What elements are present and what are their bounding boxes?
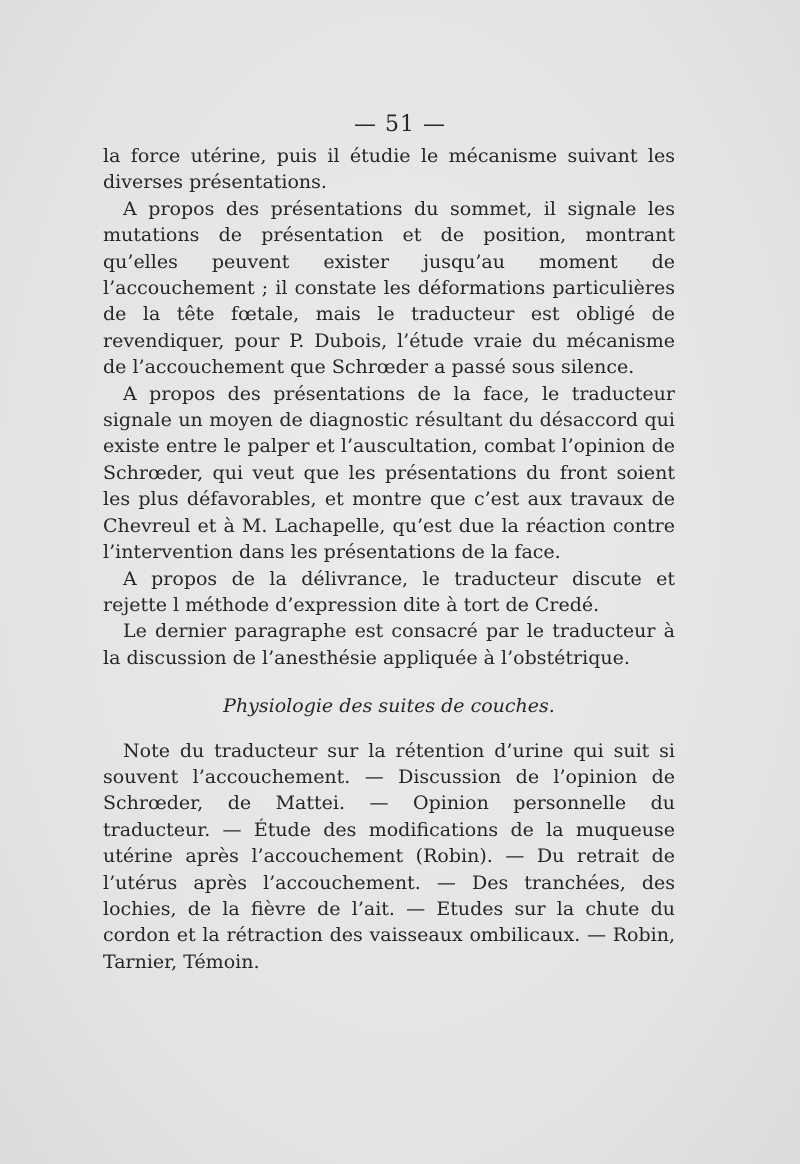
paragraph-3: A propos des présentations de la face, le traducteur signale un moyen de diagnostic résultant du désaccord qui existe entre le palper et l’auscultation, combat l’opinion de Schrœder, qui veut que les présentations du front soient les plus défavorables, et montre que c’est aux travaux de Chevreul et à M. Lachapelle, qu’est due la réaction contre l’intervention dans les présentations de la face. — [103, 382, 675, 564]
paragraph-4: A propos de la délivrance, le traducteur discute et rejette l méthode d’expression dite à tort de Credé. — [103, 567, 675, 616]
page-number: — 51 — — [354, 112, 446, 137]
paragraph-5: Le dernier paragraphe est consacré par le traducteur à la discussion de l’anesthésie appliquée à l’obstétrique. — [103, 620, 675, 669]
paragraph-2: A propos des présentations du sommet, il signale les mutations de présentation et de position, montrant qu’elles peuvent exister jusqu’au moment de l’accouchement ; il constate les déformations particulières de la tête fœtale, mais le traducteur est obligé de revendiquer, pour P. Dubois, l’étude vraie du mécanisme de l’accouchement que Schrœder a passé sous silence. — [103, 197, 675, 379]
paragraph-6: Note du traducteur sur la rétention d’urine qui suit si souvent l’accouchement. — Discussion de l’opinion de Schrœder, de Mattei. — Opinion personnelle du traducteur. — Étude des modifications de la muqueuse utérine après l’accouchement (Robin). — Du retrait de l’utérus après l’accouchement. — Des tranchées, des lochies, de la fièvre de l’ait. — Etudes sur la chute du cordon et la rétraction des vaisseaux ombilicaux. — Robin, Tarnier, Témoin. — [103, 739, 675, 973]
section-title: Physiologie des suites de couches. — [223, 695, 555, 718]
paragraph-1: la force utérine, puis il étudie le mécanisme suivant les diverses présentations. — [103, 145, 675, 194]
body-text — [103, 143, 675, 975]
